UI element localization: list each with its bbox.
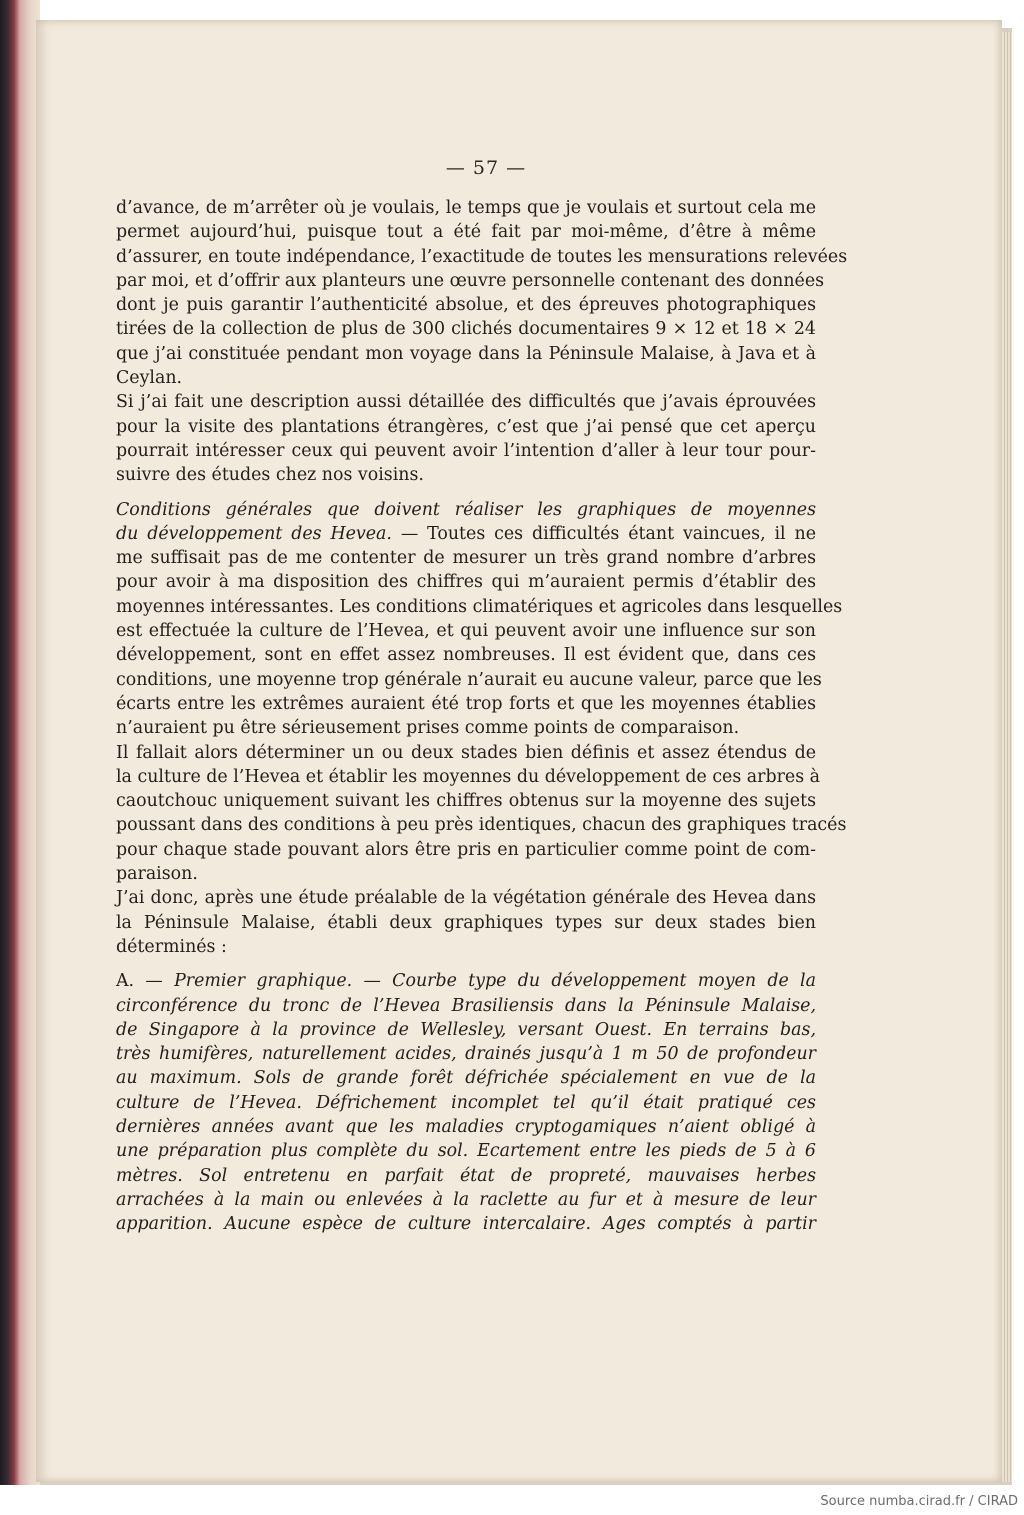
text-line: pour la visite des plantations étrangères, c’est que j’ai pensé que cet aperçu [116, 416, 816, 437]
page-text [116, 196, 848, 1236]
text-run: Premier graphique. — Courbe type du développement moyen de la [174, 971, 816, 992]
paragraph-6 [116, 969, 816, 1236]
text-line: moyennes intéressantes. Les conditions climatériques et agricoles dans lesquelles [116, 596, 843, 617]
text-line: pourrait intéresser ceux qui peuvent avoir l’intention d’aller à leur tour pour- [116, 440, 816, 461]
text-line: paraison. [116, 864, 198, 885]
text-line [116, 969, 816, 993]
text-line: me suffisait pas de me contenter de mesurer un très grand nombre d’arbres [116, 548, 816, 569]
text-run: — Toutes ces difficultés étant vaincues, il ne [391, 523, 817, 544]
text-line: que j’ai constituée pendant mon voyage dans la Péninsule Malaise, à Java et à [116, 343, 816, 364]
text-line: J’ai donc, après une étude préalable de la végétation générale des Hevea dans [116, 888, 816, 909]
book-page [36, 20, 1002, 1482]
text-line: la Péninsule Malaise, établi deux graphiques types sur deux stades bien [116, 912, 816, 933]
text-line: tirées de la collection de plus de 300 clichés documentaires 9 × 12 et 18 × 24 [116, 319, 816, 340]
paragraph-5 [116, 886, 816, 959]
text-line: conditions, une moyenne trop générale n’aurait eu aucune valeur, parce que les [116, 669, 822, 690]
paragraph-4 [116, 741, 847, 887]
text-line: d’assurer, en toute indépendance, l’exactitude de toutes les mensurations relevées [116, 246, 848, 267]
paragraph-1 [116, 196, 848, 390]
text-line: une préparation plus complète du sol. Ecartement entre les pieds de 5 à 6 [116, 1141, 816, 1162]
text-line: pour avoir à ma disposition des chiffres qui m’auraient permis d’établir des [116, 572, 816, 593]
section-heading-cont: du développement des Hevea. [116, 523, 392, 544]
text-line: dont je puis garantir l’authenticité absolue, et des épreuves photographiques [116, 295, 816, 316]
text-line: circonférence du tronc de l’Hevea Brasiliensis dans la Péninsule Malaise, [116, 995, 816, 1016]
text-line: est effectuée la culture de l’Hevea, et qui peuvent avoir une influence sur son [116, 621, 816, 642]
text-line: permet aujourd’hui, puisque tout a été fait par moi-même, d’être à même [116, 222, 816, 243]
text-line: développement, sont en effet assez nombreuses. Il est évident que, dans ces [116, 645, 816, 666]
text-line: au maximum. Sols de grande forêt défrichée spécialement en vue de la [116, 1068, 816, 1089]
page-number: — 57 — [445, 157, 527, 179]
list-marker: A. — [116, 971, 175, 992]
text-line: suivre des études chez nos voisins. [116, 465, 424, 486]
text-line [116, 522, 816, 546]
paragraph-2 [116, 390, 816, 487]
text-line: n’auraient pu être sérieusement prises comme points de comparaison. [116, 718, 740, 739]
text-line: poussant dans des conditions à peu près identiques, chacun des graphiques tracés [116, 815, 847, 836]
text-line: de Singapore à la province de Wellesley, versant Ouest. En terrains bas, [116, 1019, 816, 1040]
text-line: mètres. Sol entretenu en parfait état de propreté, mauvaises herbes [116, 1165, 816, 1186]
text-line: écarts entre les extrêmes auraient été trop forts et que les moyennes établies [116, 693, 816, 714]
section-heading: Conditions générales que doivent réaliser les graphiques de moyennes [116, 499, 816, 520]
paragraph-3 [116, 498, 843, 741]
source-credit: Source numba.cirad.fr / CIRAD [820, 1494, 1018, 1509]
text-line: très humifères, naturellement acides, drainés jusqu’à 1 m 50 de profondeur [116, 1044, 816, 1065]
text-line: arrachées à la main ou enlevées à la raclette au fur et à mesure de leur [116, 1189, 816, 1210]
text-line: apparition. Aucune espèce de culture intercalaire. Ages comptés à partir [116, 1214, 816, 1235]
text-line: par moi, et d’offrir aux planteurs une œuvre personnelle contenant des données [116, 270, 825, 291]
text-line: d’avance, de m’arrêter où je voulais, le temps que je voulais et surtout cela me [116, 198, 816, 218]
page-edge [1002, 32, 1012, 1482]
text-line: pour chaque stade pouvant alors être pris en particulier comme point de com- [116, 839, 816, 860]
text-line: dernières années avant que les maladies cryptogamiques n’aient obligé à [116, 1116, 816, 1137]
text-line: culture de l’Hevea. Défrichement incomplet tel qu’il était pratiqué ces [116, 1092, 816, 1113]
text-line: déterminés : [116, 936, 227, 957]
text-line: la culture de l’Hevea et établir les moyennes du développement de ces arbres à [116, 766, 821, 787]
text-line: caoutchouc uniquement suivant les chiffres obtenus sur la moyenne des sujets [116, 791, 816, 812]
book-binding [0, 0, 40, 1485]
text-line: Il fallait alors déterminer un ou deux stades bien définis et assez étendus de [116, 742, 816, 763]
text-line: Si j’ai fait une description aussi détaillée des difficultés que j’avais éprouvées [116, 392, 816, 413]
text-line: Ceylan. [116, 368, 183, 389]
